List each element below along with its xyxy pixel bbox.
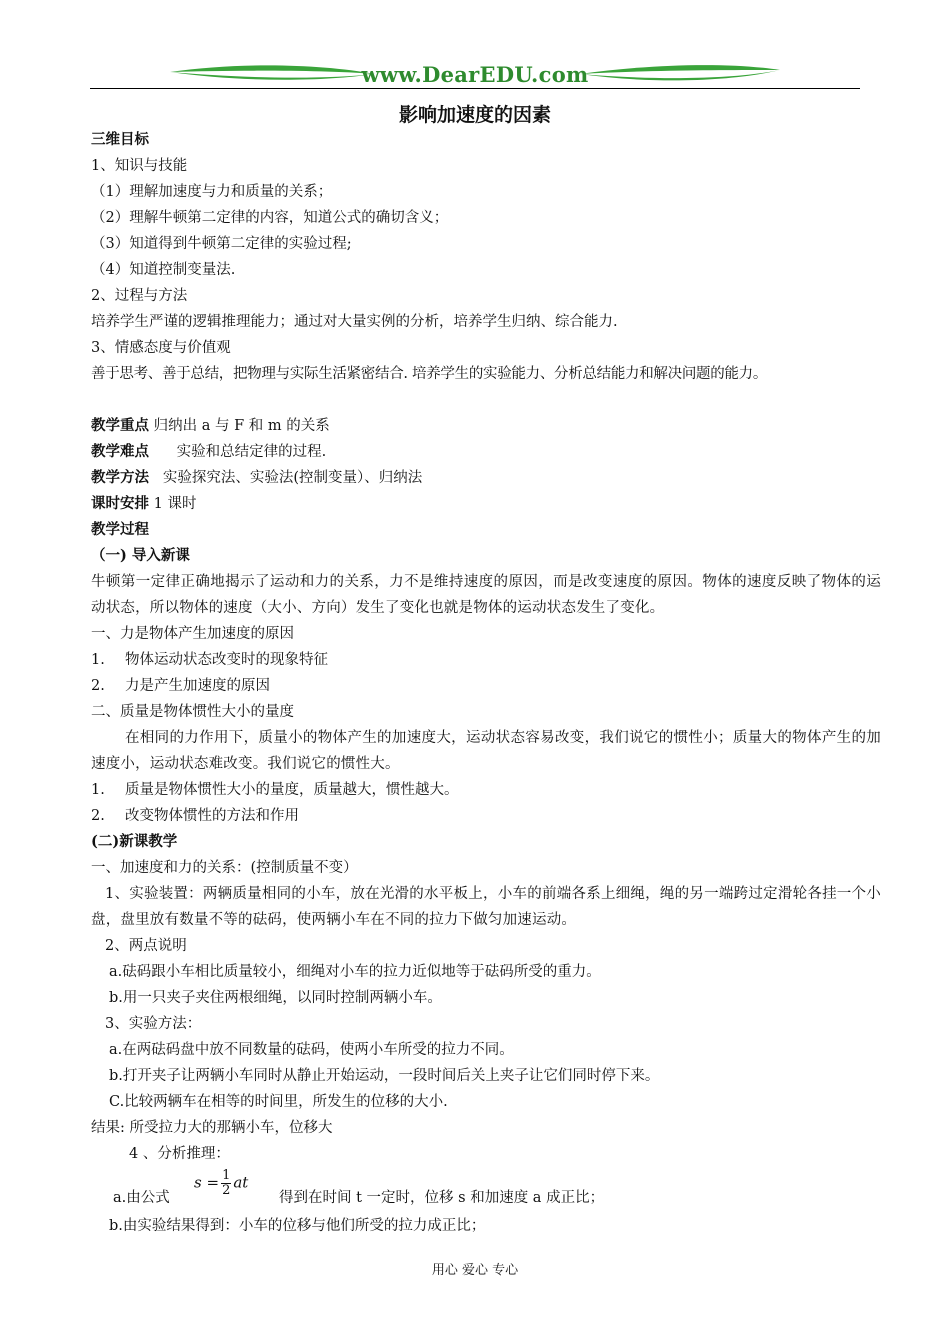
list-item: 1. 物体运动状态改变时的现象特征 bbox=[91, 652, 328, 668]
text-line: （3）知道得到牛顿第二定律的实验过程; bbox=[91, 236, 352, 252]
text-line bbox=[91, 439, 881, 465]
page-footer: 用心 爱心 专心 bbox=[431, 1263, 519, 1278]
list-item: 2. 改变物体惯性的方法和作用 bbox=[91, 808, 299, 824]
fraction-one-half: $\frac{1}{2}$ bbox=[222, 1168, 231, 1198]
formula-explanation: 得到在时间 t 一定时，位移 s 和加速度 a 成正比； bbox=[279, 1190, 605, 1206]
blank-line bbox=[91, 387, 881, 413]
text-line: 3、实验方法： bbox=[105, 1016, 202, 1032]
text-line: 结果: 所受拉力大的那辆小车，位移大 bbox=[91, 1120, 333, 1136]
text-line: 2、过程与方法 bbox=[91, 288, 188, 304]
schedule-text: 1 课时 bbox=[153, 496, 197, 512]
section-heading: (二)新课教学 bbox=[91, 833, 178, 850]
text-line: （1）理解加速度与力和质量的关系； bbox=[91, 184, 333, 200]
list-item: 1. 质量是物体惯性大小的量度，质量越大，惯性越大。 bbox=[91, 782, 459, 798]
paragraph: 1、实验装置：两辆质量相同的小车，放在光滑的水平板上，小车的前端各系上细绳，绳的另一端跨过定滑轮各挂一个小盘，盘里放有数量不等的砝码，使两辆小车在不同的拉力下做匀加速运动。 bbox=[91, 886, 881, 928]
label-method: 教学方法 bbox=[91, 469, 149, 486]
text-line: b.由实验结果得到：小车的位移与他们所受的拉力成正比； bbox=[109, 1218, 486, 1234]
text-line: 培养学生严谨的逻辑推理能力；通过对大量实例的分析，培养学生归纳、综合能力. bbox=[91, 314, 618, 330]
text-line: 一、力是物体产生加速度的原因 bbox=[91, 626, 294, 642]
section-heading: 三维目标 bbox=[91, 131, 149, 148]
label-difficulty: 教学难点 bbox=[91, 443, 149, 460]
section-heading: （一) 导入新课 bbox=[91, 547, 190, 564]
text-line bbox=[91, 465, 881, 491]
text-line bbox=[91, 413, 881, 439]
text-line: a.在两砝码盘中放不同数量的砝码，使两小车所受的拉力不同。 bbox=[109, 1042, 514, 1058]
formula-line bbox=[91, 1167, 881, 1219]
text-line: 善于思考、善于总结，把物理与实际生活紧密结合. 培养学生的实验能力、分析总结能力和解决问题的能力。 bbox=[91, 366, 768, 382]
text-line: b.用一只夹子夹住两根细绳，以同时控制两辆小车。 bbox=[109, 990, 442, 1006]
text-line: 1、知识与技能 bbox=[91, 158, 188, 174]
method-text: 实验探究法、实验法(控制变量）、归纳法 bbox=[162, 470, 423, 486]
text-line bbox=[91, 491, 881, 517]
paragraph: 牛顿第一定律正确地揭示了运动和力的关系，力不是维持速度的原因，而是改变速度的原因。物体的速度反映了物体的运动状态，所以物体的速度（大小、方向）发生了变化也就是物体的运动状态发生了变化。 bbox=[91, 574, 881, 616]
page-title: 影响加速度的因素 bbox=[398, 104, 551, 126]
text-line: （4）知道控制变量法. bbox=[91, 262, 236, 278]
key-point-text: 归纳出 a 与 F 和 m 的关系 bbox=[153, 418, 330, 434]
header-banner bbox=[90, 58, 860, 92]
header-rule bbox=[90, 88, 860, 89]
formula-s-half-at: s = $\frac{1}{2}$ at bbox=[194, 1168, 249, 1198]
paragraph: 在相同的力作用下，质量小的物体产生的加速度大，运动状态容易改变，我们说它的惯性小；质量大的物体产生的加速度小，运动状态难改变。我们说它的惯性大。 bbox=[91, 730, 881, 772]
section-heading: 教学过程 bbox=[91, 521, 149, 538]
list-item: 2. 力是产生加速度的原因 bbox=[91, 678, 270, 694]
text-line: 4 、分析推理： bbox=[129, 1146, 230, 1162]
text-line: a.砝码跟小车相比质量较小，细绳对小车的拉力近似地等于砝码所受的重力。 bbox=[109, 964, 601, 980]
formula-label: a.由公式 bbox=[113, 1190, 170, 1206]
text-line: 一、加速度和力的关系：(控制质量不变） bbox=[91, 860, 358, 876]
text-line: C.比较两辆车在相等的时间里，所发生的位移的大小. bbox=[109, 1094, 448, 1110]
text-line: 2、两点说明 bbox=[105, 938, 187, 954]
text-line: 二、质量是物体惯性大小的量度 bbox=[91, 704, 294, 720]
document-body bbox=[91, 127, 881, 1239]
label-schedule: 课时安排 bbox=[91, 495, 149, 512]
text-line: （2）理解牛顿第二定律的内容，知道公式的确切含义； bbox=[91, 210, 449, 226]
logo-text: www.DearEDU.com bbox=[361, 62, 589, 87]
text-line: b.打开夹子让两辆小车同时从静止开始运动，一段时间后关上夹子让它们同时停下来。 bbox=[109, 1068, 660, 1084]
difficulty-text: 实验和总结定律的过程. bbox=[176, 444, 327, 460]
text-line: 3、情感态度与价值观 bbox=[91, 340, 231, 356]
label-key-point: 教学重点 bbox=[91, 417, 149, 434]
